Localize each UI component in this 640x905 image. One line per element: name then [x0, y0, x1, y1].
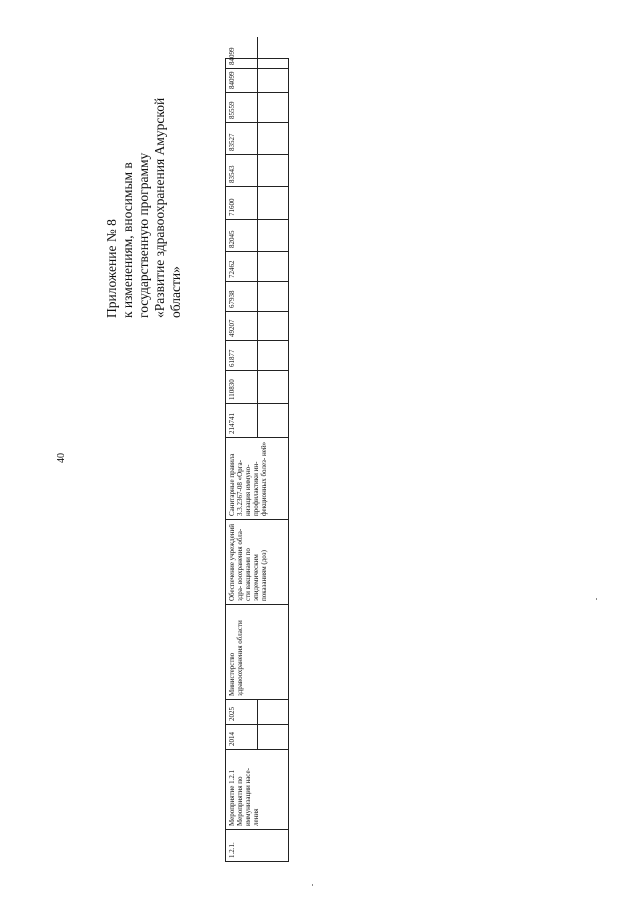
value-cell: 82045	[226, 220, 258, 251]
expected-result: Обеспечение учреждений здра- воохранения обла- сти вакцинами по эпидемическим показаниям (доз)	[228, 524, 268, 601]
scan-speck	[312, 884, 313, 886]
value-cell: 71600	[226, 187, 258, 219]
appendix-line: «Развитие здравоохранения Амурской	[152, 97, 167, 318]
col-start-year	[226, 724, 288, 749]
value-cell: 49207	[226, 312, 258, 340]
col-value	[226, 37, 288, 68]
col-value	[226, 281, 288, 311]
appendix-line: области»	[168, 266, 183, 318]
value-cell: 61877	[226, 341, 258, 370]
col-value	[226, 68, 288, 92]
col-executor	[226, 604, 288, 699]
start-year: 2014	[226, 725, 258, 749]
scan-speck	[596, 598, 597, 600]
col-result	[226, 519, 288, 604]
regulatory-document: Санитарные правила 3.3.2367-08 «Орга- низация иммуно- профилактики ин- фекционных болез- ней»	[228, 441, 268, 516]
col-value	[226, 403, 288, 437]
col-value	[226, 92, 288, 122]
col-end-year	[226, 699, 288, 724]
appendix-heading	[104, 98, 184, 318]
measure-name: Мероприятие 1.2.1 Мероприятия по иммунизации насе- ления	[228, 768, 260, 826]
appendix-line: государственную программу	[136, 152, 151, 318]
col-measure	[226, 749, 288, 829]
col-number	[226, 829, 288, 861]
value-cell: 83527	[226, 123, 258, 154]
program-table	[225, 47, 289, 862]
col-value	[226, 122, 288, 154]
col-value	[226, 251, 288, 281]
executor: Министерство здравоохранения области	[228, 620, 244, 696]
col-document	[226, 437, 288, 519]
value-cell: 84099	[226, 37, 258, 68]
appendix-line: к изменениям, вносимым в	[120, 162, 135, 318]
col-value	[226, 370, 288, 403]
value-cell: 110830	[226, 371, 258, 403]
value-cell: 72462	[226, 252, 258, 281]
col-value	[226, 219, 288, 251]
value-cell: 85559	[226, 93, 258, 122]
appendix-line: Приложение № 8	[104, 219, 119, 318]
end-year: 2025	[226, 700, 258, 724]
row-number: 1.2.1.	[228, 842, 236, 858]
page-number: 40	[56, 453, 67, 463]
value-cell: 83543	[226, 155, 258, 186]
col-value	[226, 311, 288, 340]
col-value	[226, 340, 288, 370]
col-value	[226, 154, 288, 186]
value-cell: 67938	[226, 282, 258, 311]
col-value	[226, 186, 288, 219]
value-cell: 84099	[226, 69, 258, 92]
value-cell: 214741	[226, 404, 258, 437]
